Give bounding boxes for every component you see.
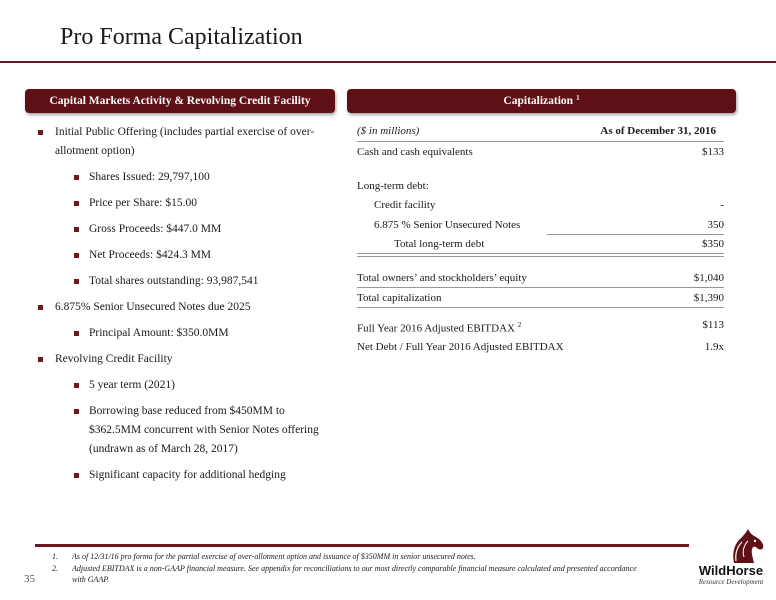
bullet-ipo-shares: Shares Issued: 29,797,100 [38,168,328,187]
footnote [52,551,652,563]
total-long-term-debt-label: Total long-term debt [394,238,485,250]
bullet-ipo-net: Net Proceeds: $424.3 MM [38,246,328,265]
capital-markets-bullets [38,123,328,485]
capital-markets-header-label: Capital Markets Activity & Revolving Credit Facility [49,95,311,107]
equity-divider [357,287,724,288]
title-divider [0,61,776,63]
bullet-notes: 6.875% Senior Unsecured Notes due 2025 [38,298,328,317]
logo-subtitle: Resource Development [698,578,764,586]
bullet-ipo-gross: Gross Proceeds: $447.0 MM [38,220,328,239]
equity-value: $1,040 [693,272,724,284]
page-number: 35 [24,573,35,585]
total-long-term-debt-value: $350 [702,238,724,250]
bullet-ipo-total: Total shares outstanding: 93,987,541 [38,272,328,291]
total-capitalization-value: $1,390 [693,292,724,304]
units-label: ($ in millions) [357,125,420,137]
bullet-notes-principal: Principal Amount: $350.0MM [38,324,328,343]
capitalization-header-label: Capitalization [503,95,574,107]
bullet-rcf-hedge: Significant capacity for additional hedging [38,466,328,485]
bullet-ipo: Initial Public Offering (includes partial exercise of over-allotment option) [38,123,328,161]
subtotal-divider [547,234,724,235]
cash-value: $133 [702,146,724,158]
capitalization-header [347,89,736,113]
header-divider [357,141,724,142]
credit-facility-label: Credit facility [374,199,436,211]
capital-markets-header [25,89,335,113]
footnote [52,563,652,586]
table-row [357,217,724,233]
footnote-text: Adjusted EBITDAX is a non-GAAP financial measure. See appendix for reconciliations to our most directly comparable financial measure calculated and presented accordance with GAAP. [72,563,637,584]
table-row [357,290,724,306]
table-row [357,339,724,355]
ebitdax-footnote-ref: 2 [517,321,522,329]
table-row [357,144,724,160]
table-row [357,317,724,333]
total-capitalization-label: Total capitalization [357,292,442,304]
capitalization-divider [357,307,724,308]
horse-head-icon [690,527,772,565]
bullet-rcf: Revolving Credit Facility [38,350,328,369]
bullet-ipo-price: Price per Share: $15.00 [38,194,328,213]
senior-notes-value: 350 [707,219,724,231]
table-row [357,178,724,194]
footnote-number: 2. [52,563,58,573]
long-term-debt-label: Long-term debt: [357,180,429,192]
table-header-row [357,123,724,139]
table-row [357,236,724,252]
net-debt-label: Net Debt / Full Year 2016 Adjusted EBITDAX [357,341,564,353]
page-title: Pro Forma Capitalization [60,24,303,50]
ebitdax-label [357,317,521,337]
table-row [357,197,724,213]
logo-wordmark: WildHorse [698,563,764,578]
total-divider-double [357,256,724,257]
bullet-rcf-borrow: Borrowing base reduced from $450MM to $362.5MM concurrent with Senior Notes offering (undrawn as of March 28, 2017) [38,402,328,459]
company-logo [690,527,772,587]
footer-divider [35,544,689,547]
ebitdax-value: $113 [702,319,724,331]
cash-label: Cash and cash equivalents [357,146,473,158]
total-divider [357,253,724,254]
credit-facility-value: - [720,199,724,211]
ebitdax-label-text: Full Year 2016 Adjusted EBITDAX [357,322,515,335]
bullet-rcf-term: 5 year term (2021) [38,376,328,395]
table-row [357,270,724,286]
column-header: As of December 31, 2016 [600,125,716,137]
senior-notes-label: 6.875 % Senior Unsecured Notes [374,219,521,231]
footnote-number: 1. [52,552,58,561]
equity-label: Total owners’ and stockholders’ equity [357,272,527,284]
footnotes [52,551,652,586]
footnote-text: As of 12/31/16 pro forma for the partial exercise of over-allotment option and issuance of $350MM in senior unsecured notes. [72,552,476,561]
capitalization-footnote-ref: 1 [576,94,580,102]
net-debt-value: 1.9x [704,341,724,353]
